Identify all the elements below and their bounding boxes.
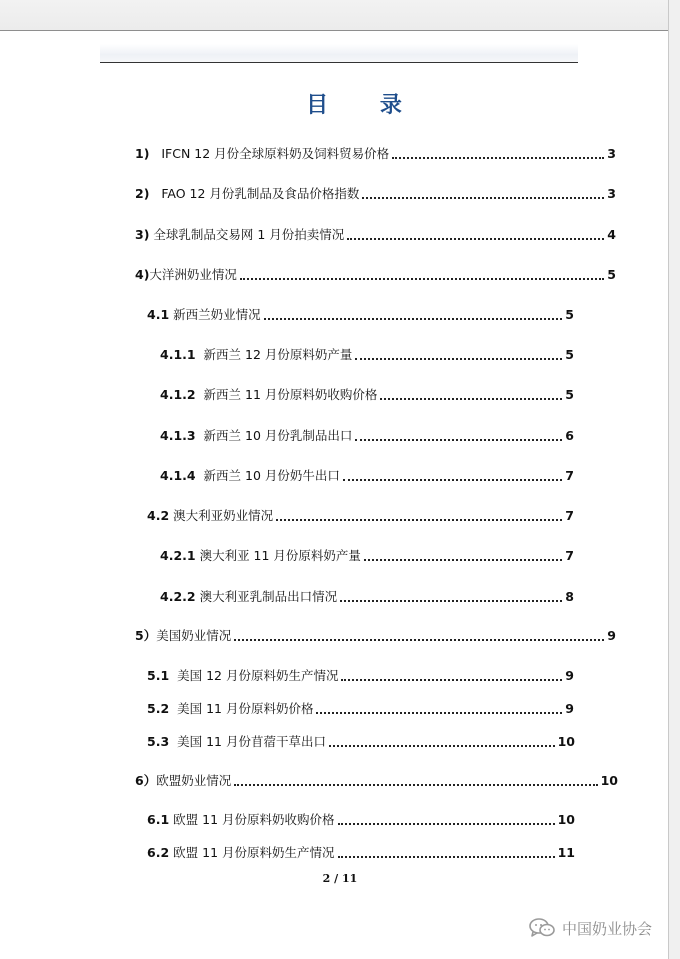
toc-entry-label — [135, 627, 234, 645]
toc-entry-page: 5 — [565, 347, 574, 362]
toc-entry-number: 6） — [135, 773, 157, 788]
page-title: 目 录 — [306, 93, 424, 118]
toc-entry-label — [160, 346, 355, 364]
toc-leader-dots — [380, 398, 562, 400]
toc-leader-dots — [264, 318, 563, 320]
toc-entry[interactable] — [135, 772, 618, 790]
toc-entry-label — [147, 844, 338, 862]
watermark-text: 中国奶业协会 — [562, 919, 653, 938]
toc-entry-text: 新西兰 10 月份乳制品出口 — [203, 428, 353, 443]
toc-entry-label — [135, 772, 234, 790]
toc-entry-page: 9 — [565, 701, 574, 716]
toc-entry-number: 1) — [135, 146, 150, 161]
toc-leader-dots — [347, 238, 604, 240]
toc-entry-page: 9 — [607, 628, 616, 643]
toc-leader-dots — [392, 157, 604, 159]
toc-leader-dots — [364, 559, 562, 561]
toc-entry[interactable] — [160, 467, 574, 485]
toc-entry-number: 4.2.1 — [160, 548, 196, 563]
toc-entry-number: 5.1 — [147, 668, 170, 683]
toc-entry-number: 4.2 — [147, 508, 170, 523]
toc-entry[interactable] — [135, 145, 616, 163]
toc-leader-dots — [276, 519, 562, 521]
toc-entry-text: 美国 11 月份原料奶价格 — [177, 701, 314, 716]
toc-entry-page: 5 — [565, 307, 574, 322]
toc-entry-label — [147, 811, 338, 829]
toc-leader-dots — [362, 197, 604, 199]
toc-entry-text: 澳大利亚乳制品出口情况 — [199, 589, 338, 604]
toc-entry-page: 5 — [565, 387, 574, 402]
toc-entry-label — [135, 185, 362, 203]
toc-entry-number: 3) — [135, 227, 150, 242]
toc-entry[interactable] — [160, 588, 574, 606]
toc-leader-dots — [355, 358, 562, 360]
toc-entry-number: 6.2 — [147, 845, 170, 860]
toc-entry-label — [147, 507, 276, 525]
toc-entry[interactable] — [147, 507, 574, 525]
toc-entry-number: 4.1 — [147, 307, 170, 322]
toc-entry[interactable] — [147, 733, 575, 751]
toc-entry[interactable] — [135, 185, 616, 203]
toc-entry-page: 10 — [557, 812, 575, 827]
toc-entry-text: 欧盟 11 月份原料奶生产情况 — [173, 845, 335, 860]
toc-entry-page: 9 — [565, 668, 574, 683]
toc-leader-dots — [329, 745, 555, 747]
toc-entry[interactable] — [135, 226, 616, 244]
toc-entry-text: 新西兰 11 月份原料奶收购价格 — [203, 387, 378, 402]
toc-entry-page: 11 — [557, 845, 575, 860]
toc-entry-text: 新西兰 10 月份奶牛出口 — [203, 468, 340, 483]
toc-entry-number: 4.1.1 — [160, 347, 196, 362]
toc-entry-number: 4.1.2 — [160, 387, 196, 402]
toc-leader-dots — [240, 278, 604, 280]
toc-entry-text: 美国 11 月份苜蓿干草出口 — [177, 734, 326, 749]
toc-entry-number: 5.2 — [147, 701, 170, 716]
toc-entry-label — [135, 145, 392, 163]
toc-entry[interactable] — [147, 844, 575, 862]
toc-leader-dots — [340, 600, 562, 602]
toc-entry-text: 美国 12 月份原料奶生产情况 — [177, 668, 339, 683]
toc-entry-label — [147, 306, 264, 324]
page-number-footer: 2 / 11 — [322, 872, 358, 885]
toc-leader-dots — [316, 712, 562, 714]
toc-entry-label — [160, 386, 380, 404]
toc-entry-text: 欧盟 11 月份原料奶收购价格 — [173, 812, 335, 827]
toc-leader-dots — [343, 479, 562, 481]
toc-entry-number: 4) — [135, 267, 150, 282]
toc-leader-dots — [355, 439, 562, 441]
toc-entry[interactable] — [160, 346, 574, 364]
toc-entry-page: 3 — [607, 186, 616, 201]
toc-leader-dots — [234, 639, 604, 641]
toc-entry-page: 10 — [557, 734, 575, 749]
watermark — [528, 915, 652, 941]
toc-entry-label — [160, 588, 340, 606]
toc-entry-page: 10 — [600, 773, 618, 788]
toc-leader-dots — [338, 823, 555, 825]
toc-entry[interactable] — [160, 427, 574, 445]
toc-entry-text: 新西兰奶业情况 — [173, 307, 261, 322]
toc-entry[interactable] — [147, 667, 574, 685]
toc-entry-label — [160, 467, 343, 485]
toc-entry-page: 8 — [565, 589, 574, 604]
toc-entry[interactable] — [135, 266, 616, 284]
toc-entry-page: 6 — [565, 428, 574, 443]
toc-entry-text: IFCN 12 月份全球原料奶及饲料贸易价格 — [161, 146, 390, 161]
toc-entry-text: 新西兰 12 月份原料奶产量 — [203, 347, 353, 362]
wechat-icon — [528, 917, 556, 939]
toc-entry-page: 7 — [565, 468, 574, 483]
toc-leader-dots — [234, 784, 597, 786]
toc-entry-number: 6.1 — [147, 812, 170, 827]
toc-entry-label — [160, 427, 355, 445]
toc-entry-text: 欧盟奶业情况 — [156, 773, 232, 788]
toc-entry[interactable] — [160, 547, 574, 565]
toc-entry[interactable] — [147, 306, 574, 324]
toc-entry-text: FAO 12 月份乳制品及食品价格指数 — [161, 186, 360, 201]
toc-entry[interactable] — [135, 627, 616, 645]
toc-entry-label — [147, 733, 329, 751]
toc-entry-label — [160, 547, 364, 565]
toc-entry-number: 5） — [135, 628, 157, 643]
toc-entry-label — [135, 226, 347, 244]
toc-entry-number: 5.3 — [147, 734, 170, 749]
toc-entry-page: 3 — [607, 146, 616, 161]
toc-leader-dots — [338, 856, 555, 858]
toc-entry-page: 5 — [607, 267, 616, 282]
toc-entry-number: 4.1.3 — [160, 428, 196, 443]
toc-entry[interactable] — [147, 700, 574, 718]
toc-entry-page: 7 — [565, 508, 574, 523]
toc-entry-number: 2) — [135, 186, 150, 201]
toc-entry-page: 4 — [607, 227, 616, 242]
toc-entry-label — [135, 266, 240, 284]
toc-entry-text: 澳大利亚奶业情况 — [173, 508, 274, 523]
toc-entry[interactable] — [147, 811, 575, 829]
toc-entry-text: 大洋洲奶业情况 — [149, 267, 237, 282]
toc-entry-page: 7 — [565, 548, 574, 563]
toc-entry-label — [147, 667, 341, 685]
toc-entry[interactable] — [160, 386, 574, 404]
toc-entry-text: 美国奶业情况 — [156, 628, 232, 643]
toc-entry-number: 4.2.2 — [160, 589, 196, 604]
toc-leader-dots — [341, 679, 562, 681]
toc-entry-text: 澳大利亚 11 月份原料奶产量 — [199, 548, 361, 563]
toc-entry-number: 4.1.4 — [160, 468, 196, 483]
toc-entry-label — [147, 700, 316, 718]
toc-entry-text: 全球乳制品交易网 1 月份拍卖情况 — [153, 227, 345, 242]
